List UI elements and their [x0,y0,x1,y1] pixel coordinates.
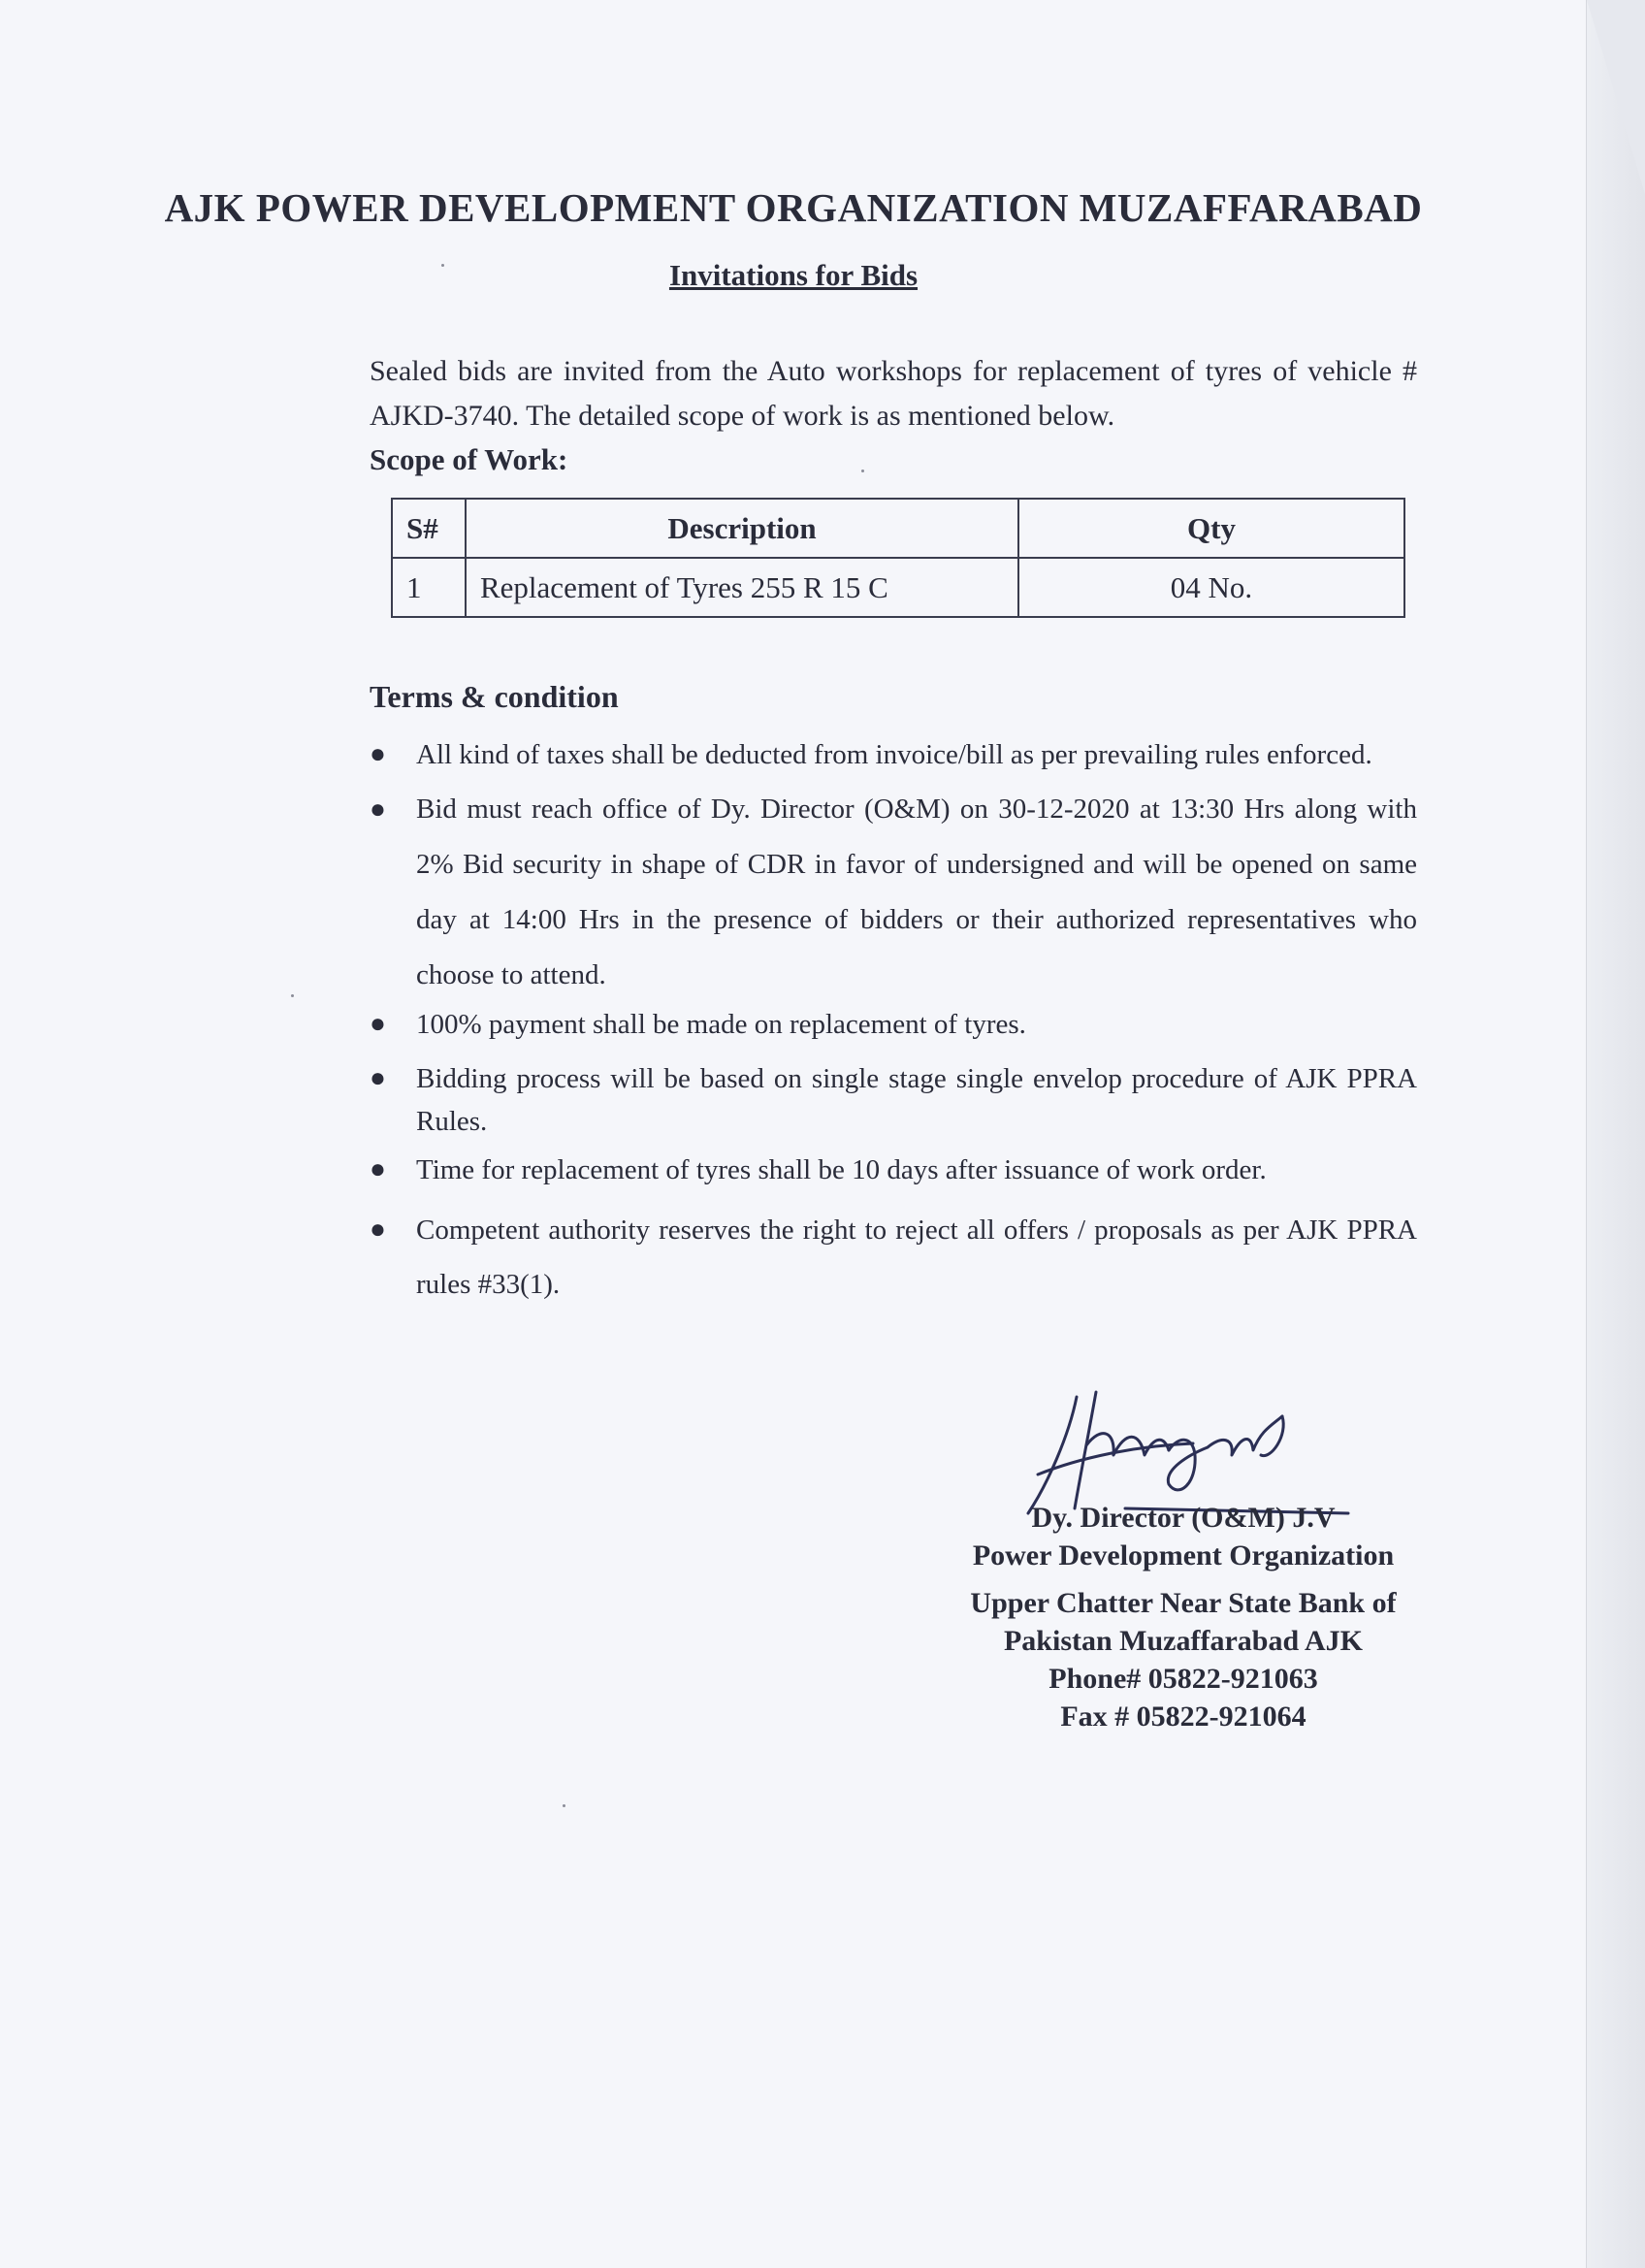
page-fold-edge [1586,0,1645,2268]
terms-list [370,733,1417,1312]
table-header-row [392,499,1404,558]
term-text: Bid must reach office of Dy. Director (O&M) on 30-12-2020 at 13:30 Hrs along with 2% Bid security in shape of CDR in favor of undersigned and will be opened on same day at 14:00 Hrs in the presence of bidders or their authorized representatives who choose to attend. [416,794,1417,990]
page-corner-fold [1587,0,1645,194]
column-header-description: Description [466,499,1018,558]
term-text: Competent authority reserves the right to reject all offers / proposals as per AJK PPRA rules #33(1). [416,1215,1417,1300]
term-text: 100% payment shall be made on replacement of tyres. [416,1009,1026,1040]
signatory-title: Dy. Director (O&M) J.V [1031,1502,1336,1534]
bullet-icon: ● [370,1009,386,1039]
bullet-icon: ● [370,1154,386,1184]
organization-title: AJK POWER DEVELOPMENT ORGANIZATION MUZAFFARABAD [164,185,1423,230]
scan-speck [291,994,294,997]
list-item [370,733,1417,776]
bullet-icon: ● [370,739,386,769]
signature-block [931,1499,1435,1735]
document-title: Invitations for Bids [668,258,919,292]
fax-number: Fax # 05822-921064 [1060,1701,1306,1733]
term-text: Time for replacement of tyres shall be 10 days after issuance of work order. [416,1154,1267,1185]
intro-paragraph: Sealed bids are invited from the Auto workshops for replacement of tyres of vehicle # AJKD-3740. The detailed scope of work is as mentioned below. [370,355,1417,432]
list-item [370,1001,1417,1048]
terms-heading: Terms & condition [370,679,619,714]
column-header-sn: S# [392,499,466,558]
list-item [370,1203,1417,1312]
bullet-icon: ● [370,1215,386,1245]
bullet-icon: ● [370,1063,386,1093]
scope-table [391,498,1405,618]
phone-number: Phone# 05822-921063 [1048,1663,1318,1695]
cell-sn: 1 [392,558,466,617]
bullet-icon: ● [370,794,386,825]
scan-speck [563,1804,565,1807]
list-item [370,782,1417,1003]
scope-heading: Scope of Work: [370,442,568,476]
term-text: All kind of taxes shall be deducted from invoice/bill as per prevailing rules enforced. [416,739,1372,770]
cell-qty: 04 No. [1018,558,1404,617]
address-line-2: Pakistan Muzaffarabad AJK [1003,1625,1364,1657]
list-item [370,1147,1417,1193]
cell-description: Replacement of Tyres 255 R 15 C [466,558,1018,617]
address-line-1: Upper Chatter Near State Bank of [970,1587,1397,1619]
scan-speck [861,470,864,472]
table-row [392,558,1404,617]
list-item [370,1057,1417,1143]
column-header-qty: Qty [1018,499,1404,558]
term-text: Bidding process will be based on single stage single envelop procedure of AJK PPRA Rules. [416,1063,1417,1137]
scan-speck [441,264,444,267]
signatory-organization: Power Development Organization [972,1539,1395,1571]
